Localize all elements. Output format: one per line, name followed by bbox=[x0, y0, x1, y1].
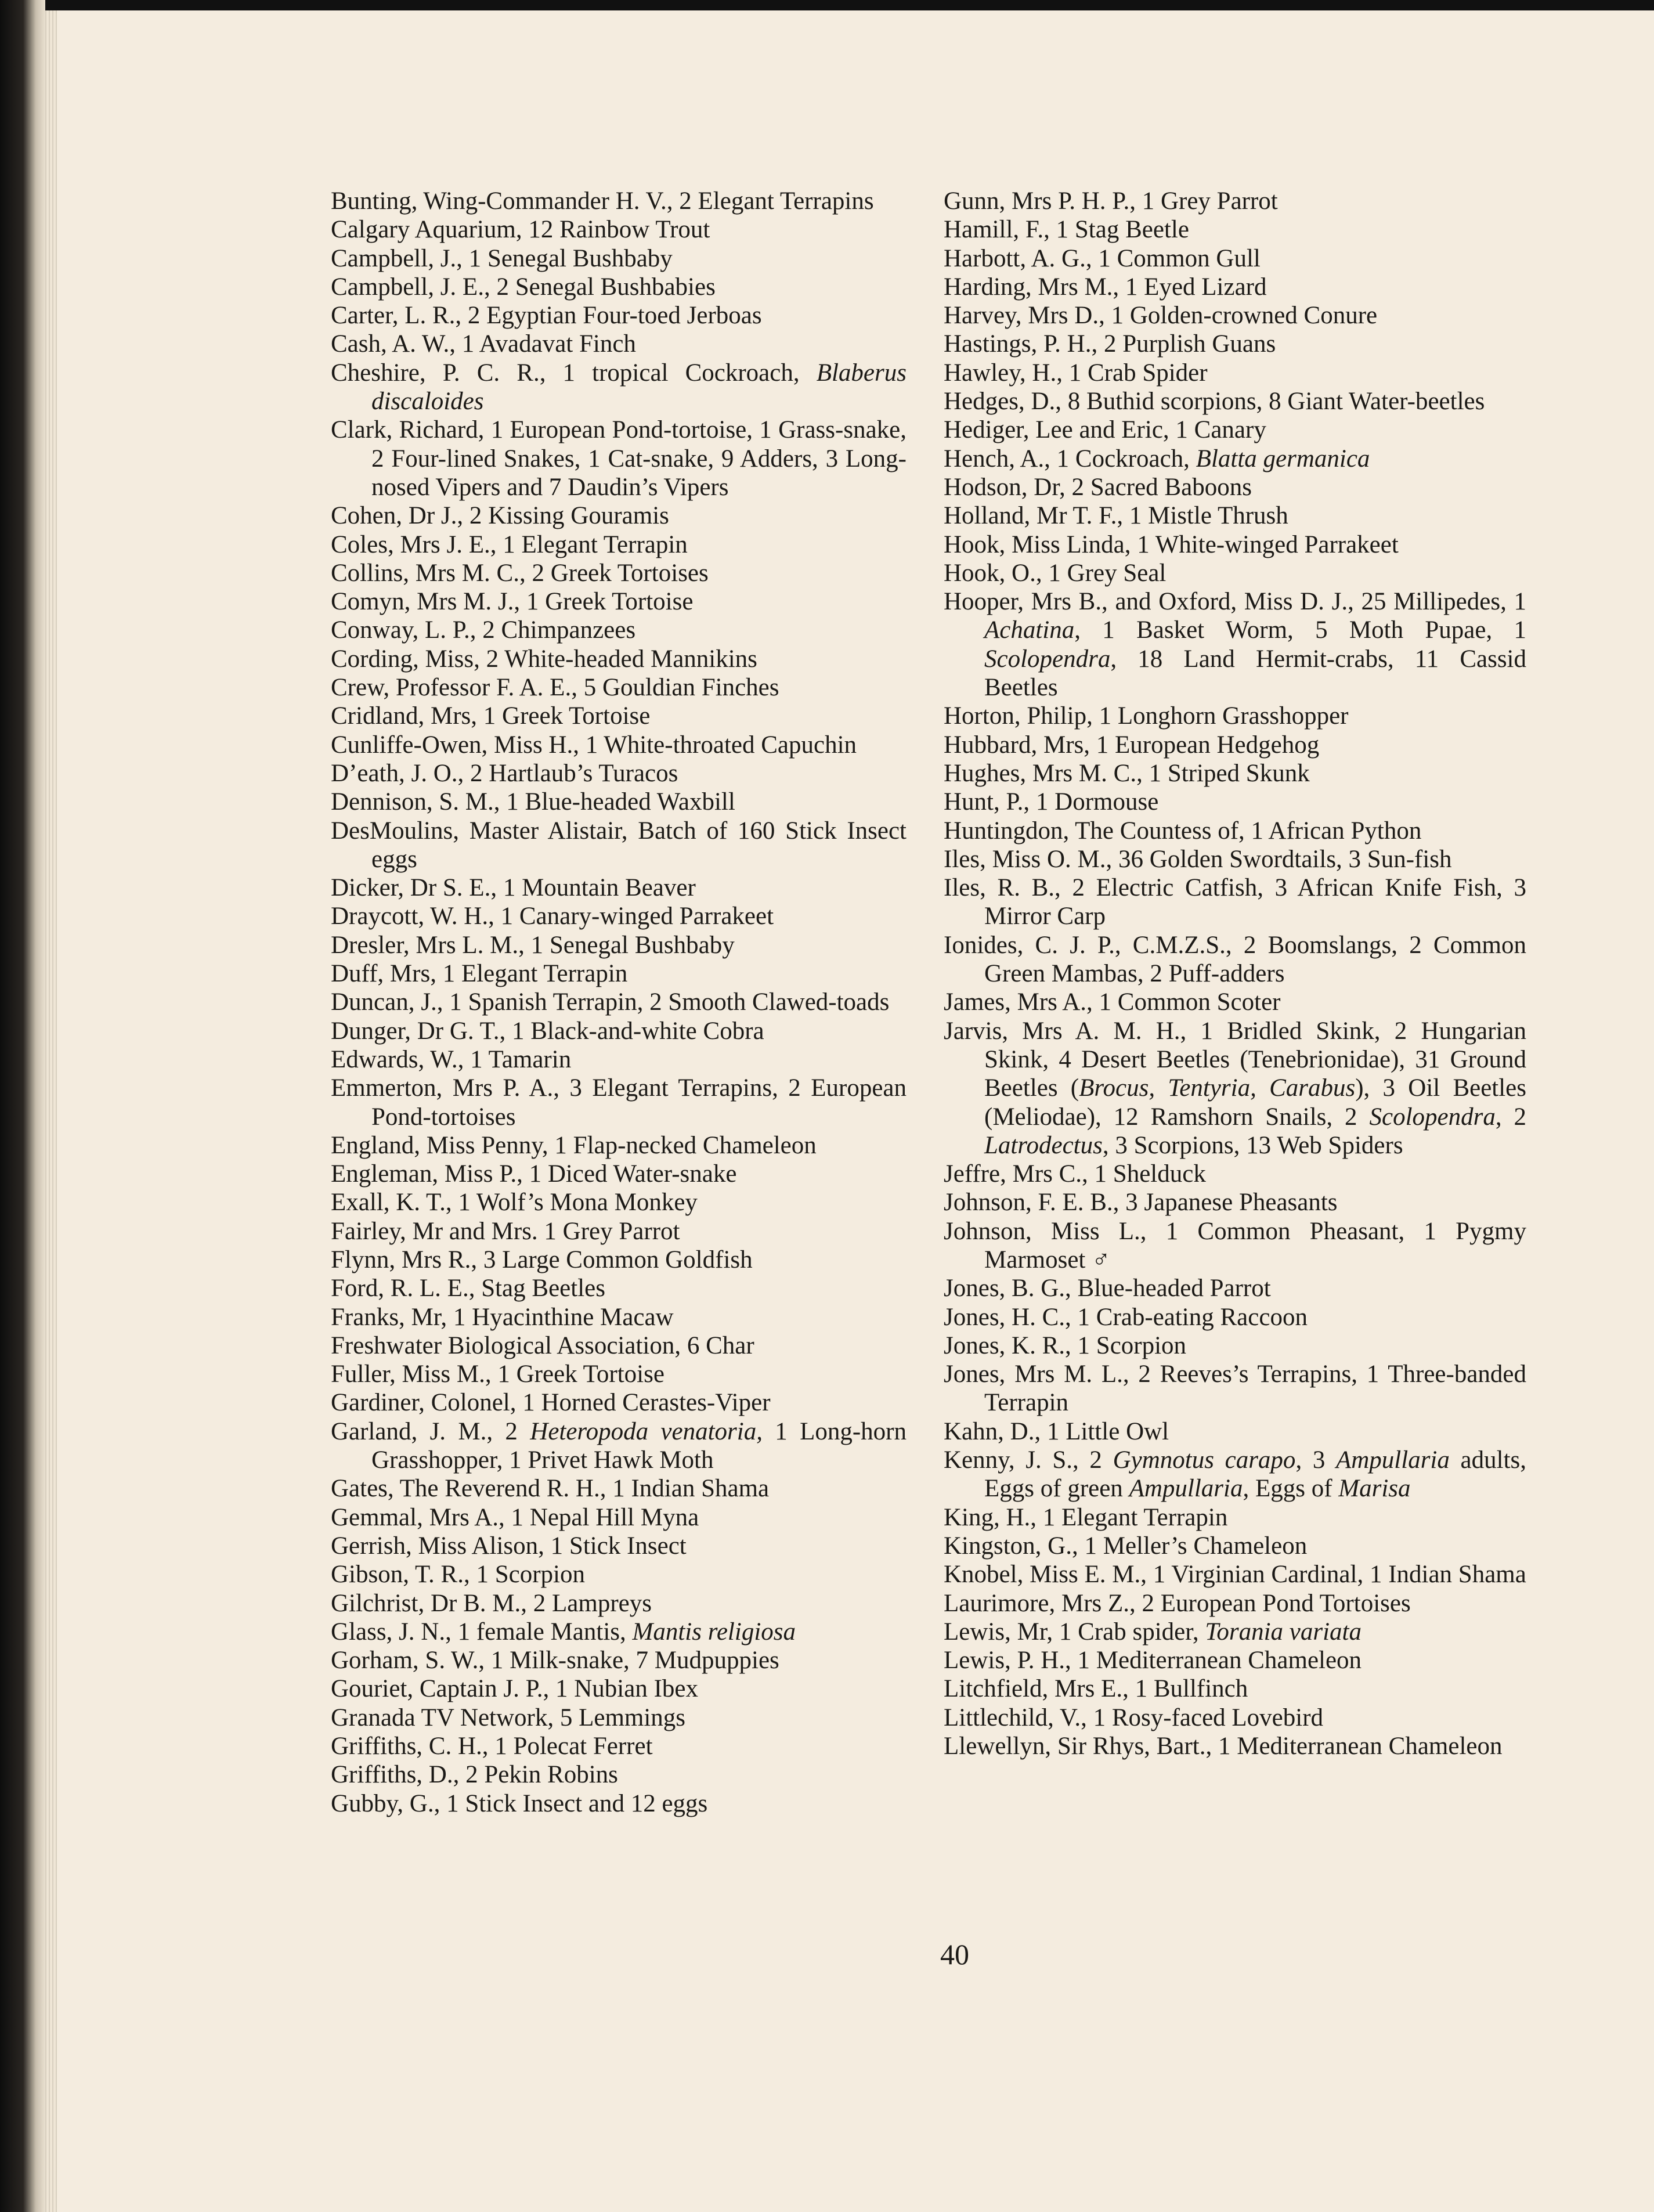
entry-text: Edwards, W., 1 Tamarin bbox=[331, 1045, 572, 1073]
index-entry bbox=[331, 1675, 907, 1703]
index-entry bbox=[944, 731, 1526, 759]
entry-text: Ford, R. L. E., Stag Beetles bbox=[331, 1275, 605, 1302]
index-entry bbox=[944, 1560, 1526, 1589]
entry-text: Duncan, J., 1 Spanish Terrapin, 2 Smooth Clawed-toads bbox=[331, 988, 890, 1016]
entry-text: Hawley, H., 1 Crab Spider bbox=[944, 359, 1208, 387]
entry-text: Iles, R. B., 2 Electric Catfish, 3 African Knife Fish, 3 Mirror Carp bbox=[944, 874, 1526, 930]
index-entry bbox=[331, 1188, 907, 1217]
entry-text: Carter, L. R., 2 Egyptian Four-toed Jerboas bbox=[331, 302, 762, 330]
index-entry bbox=[331, 1074, 907, 1131]
index-entry bbox=[331, 301, 907, 330]
index-entry bbox=[944, 1303, 1526, 1331]
entry-text: Litchfield, Mrs E., 1 Bullfinch bbox=[944, 1675, 1248, 1703]
index-entry bbox=[331, 1417, 907, 1475]
entry-text: Gouriet, Captain J. P., 1 Nubian Ibex bbox=[331, 1675, 698, 1703]
entry-text: , 3 Scorpions, 13 Web Spiders bbox=[1102, 1131, 1403, 1159]
entry-text: , 1 Basket Worm, 5 Moth Pupae, 1 bbox=[1074, 616, 1526, 644]
index-entry bbox=[331, 702, 907, 730]
entry-text: Gorham, S. W., 1 Milk-snake, 7 Mudpuppies bbox=[331, 1647, 779, 1675]
entry-text: Cunliffe-Owen, Miss H., 1 White-throated Capuchin bbox=[331, 731, 857, 759]
entry-text: Gates, The Reverend R. H., 1 Indian Shama bbox=[331, 1475, 770, 1503]
index-entry bbox=[944, 387, 1526, 416]
entry-italic-text: Brocus, Tentyria, Carabus bbox=[1079, 1074, 1356, 1102]
index-entry bbox=[331, 330, 907, 358]
entry-text: Hench, A., 1 Cockroach, bbox=[944, 445, 1196, 472]
entry-text: Gerrish, Miss Alison, 1 Stick Insect bbox=[331, 1532, 687, 1560]
entry-italic-text: Achatina bbox=[984, 616, 1075, 644]
entry-text: Cheshire, P. C. R., 1 tropical Cockroach, bbox=[331, 359, 817, 387]
index-entry bbox=[944, 416, 1526, 444]
entry-italic-text: Blaberus discaloides bbox=[371, 359, 907, 416]
entry-text: Griffiths, D., 2 Pekin Robins bbox=[331, 1761, 618, 1789]
index-entry bbox=[331, 988, 907, 1016]
entry-text: Engleman, Miss P., 1 Diced Water-snake bbox=[331, 1160, 737, 1188]
index-entry bbox=[331, 1388, 907, 1417]
index-entry bbox=[944, 187, 1526, 215]
entry-text: Knobel, Miss E. M., 1 Virginian Cardinal, 1 Indian Shama bbox=[944, 1561, 1526, 1589]
index-entry bbox=[331, 359, 907, 416]
entry-text: DesMoulins, Master Alistair, Batch of 160 Stick Insect eggs bbox=[331, 817, 907, 873]
entry-text: Hedges, D., 8 Buthid scorpions, 8 Giant Water-beetles bbox=[944, 388, 1485, 416]
index-entry bbox=[331, 215, 907, 244]
index-entry bbox=[331, 1360, 907, 1388]
entry-text: adults, Eggs of green bbox=[984, 1446, 1526, 1503]
entry-text: Coles, Mrs J. E., 1 Elegant Terrapin bbox=[331, 531, 688, 558]
entry-text: Johnson, Miss L., 1 Common Pheasant, 1 Pygmy Marmoset ♂ bbox=[944, 1217, 1526, 1273]
entry-text: Bunting, Wing-Commander H. V., 2 Elegant Terrapins bbox=[331, 187, 874, 215]
right-column bbox=[944, 187, 1526, 1760]
entry-italic-text: Blatta germanica bbox=[1196, 445, 1370, 472]
entry-text: Freshwater Biological Association, 6 Char bbox=[331, 1331, 754, 1359]
entry-text: Gibson, T. R., 1 Scorpion bbox=[331, 1561, 585, 1589]
index-entry bbox=[331, 931, 907, 959]
entry-text: Griffiths, C. H., 1 Polecat Ferret bbox=[331, 1733, 653, 1760]
index-entry bbox=[944, 531, 1526, 559]
entry-text: Iles, Miss O. M., 36 Golden Swordtails, 3 Sun-fish bbox=[944, 845, 1452, 873]
index-entry bbox=[331, 902, 907, 930]
entry-text: Hughes, Mrs M. C., 1 Striped Skunk bbox=[944, 759, 1310, 787]
entry-text: Campbell, J., 1 Senegal Bushbaby bbox=[331, 244, 673, 272]
entry-text: Crew, Professor F. A. E., 5 Gouldian Finches bbox=[331, 674, 779, 702]
entry-text: Calgary Aquarium, 12 Rainbow Trout bbox=[331, 216, 710, 244]
entry-text: , Eggs of bbox=[1243, 1475, 1339, 1503]
entry-text: Hooper, Mrs B., and Oxford, Miss D. J., 25 Millipedes, 1 bbox=[944, 588, 1526, 616]
index-entry bbox=[331, 616, 907, 644]
entry-text: Exall, K. T., 1 Wolf’s Mona Monkey bbox=[331, 1189, 698, 1217]
entry-text: Horton, Philip, 1 Longhorn Grasshopper bbox=[944, 702, 1349, 730]
index-entry bbox=[944, 445, 1526, 473]
index-entry bbox=[944, 1217, 1526, 1275]
index-entry bbox=[331, 244, 907, 273]
index-entry bbox=[331, 1789, 907, 1818]
entry-text: Gilchrist, Dr B. M., 2 Lampreys bbox=[331, 1589, 652, 1617]
entry-text: Fuller, Miss M., 1 Greek Tortoise bbox=[331, 1361, 665, 1388]
entry-text: Collins, Mrs M. C., 2 Greek Tortoises bbox=[331, 559, 709, 587]
index-entry bbox=[331, 559, 907, 587]
left-column bbox=[331, 187, 907, 1818]
index-entry bbox=[331, 531, 907, 559]
index-entry bbox=[944, 1532, 1526, 1560]
book-binding-edge bbox=[0, 0, 45, 2212]
entry-text: Jarvis, Mrs A. M. H., 1 Bridled Skink, 2 Hungarian Skink, 4 Desert Beetles (Tenebrionidae), 31 Ground Beetles ( bbox=[944, 1017, 1526, 1102]
entry-italic-text: Latrodectus bbox=[984, 1131, 1103, 1159]
entry-text: Cording, Miss, 2 White-headed Mannikins bbox=[331, 645, 757, 673]
entry-text: King, H., 1 Elegant Terrapin bbox=[944, 1503, 1228, 1531]
entry-text: Dicker, Dr S. E., 1 Mountain Beaver bbox=[331, 874, 696, 902]
page-number: 40 bbox=[940, 1938, 969, 1971]
index-entry bbox=[331, 817, 907, 874]
index-entry bbox=[331, 1474, 907, 1503]
index-entry bbox=[944, 587, 1526, 702]
index-entry bbox=[331, 1560, 907, 1589]
index-entry bbox=[944, 359, 1526, 387]
index-entry bbox=[331, 1589, 907, 1618]
entry-italic-text: Heteropoda venatoria, bbox=[530, 1417, 763, 1445]
entry-text: Comyn, Mrs M. J., 1 Greek Tortoise bbox=[331, 588, 694, 616]
index-entry bbox=[331, 1160, 907, 1188]
index-entry bbox=[944, 1589, 1526, 1618]
entry-text: Holland, Mr T. F., 1 Mistle Thrush bbox=[944, 502, 1288, 530]
index-entry bbox=[331, 788, 907, 816]
entry-text: Llewellyn, Sir Rhys, Bart., 1 Mediterranean Chameleon bbox=[944, 1733, 1503, 1760]
index-entry bbox=[331, 1532, 907, 1560]
entry-italic-text: Marisa bbox=[1338, 1475, 1411, 1503]
index-entry bbox=[944, 1732, 1526, 1760]
index-entry bbox=[331, 731, 907, 759]
entry-text: Gardiner, Colonel, 1 Horned Cerastes-Viper bbox=[331, 1389, 771, 1417]
entry-text: Cridland, Mrs, 1 Greek Tortoise bbox=[331, 702, 651, 730]
index-entry bbox=[331, 501, 907, 530]
entry-text: Hook, O., 1 Grey Seal bbox=[944, 559, 1167, 587]
entry-text: , 2 bbox=[1495, 1103, 1527, 1131]
index-entry bbox=[944, 702, 1526, 730]
entry-italic-text: Scolopendra bbox=[1369, 1103, 1496, 1131]
index-entry bbox=[331, 759, 907, 788]
entry-text: England, Miss Penny, 1 Flap-necked Chameleon bbox=[331, 1131, 817, 1159]
index-entry bbox=[944, 1360, 1526, 1417]
entry-text: Gunn, Mrs P. H. P., 1 Grey Parrot bbox=[944, 187, 1278, 215]
entry-text: Clark, Richard, 1 European Pond-tortoise, 1 Grass-snake, 2 Four-lined Snakes, 1 Cat-snake, 9 Adders, 3 Long-nosed Vipers and 7 Daudin’s Vipers bbox=[331, 416, 907, 501]
index-entry bbox=[331, 1017, 907, 1045]
index-entry bbox=[331, 1303, 907, 1331]
entry-text: Hediger, Lee and Eric, 1 Canary bbox=[944, 416, 1266, 444]
index-entry bbox=[331, 1646, 907, 1675]
entry-text: Hunt, P., 1 Dormouse bbox=[944, 788, 1159, 816]
entry-text: Kingston, G., 1 Meller’s Chameleon bbox=[944, 1532, 1308, 1560]
entry-text: Flynn, Mrs R., 3 Large Common Goldfish bbox=[331, 1246, 753, 1273]
entry-italic-text: Scolopendra bbox=[984, 645, 1111, 673]
entry-text: Hastings, P. H., 2 Purplish Guans bbox=[944, 330, 1276, 358]
index-entry bbox=[331, 1760, 907, 1789]
entry-text: Hamill, F., 1 Stag Beetle bbox=[944, 216, 1189, 244]
index-entry bbox=[331, 1045, 907, 1074]
entry-text: Garland, J. M., 2 bbox=[331, 1417, 530, 1445]
entry-text: Harbott, A. G., 1 Common Gull bbox=[944, 244, 1261, 272]
index-entry bbox=[331, 416, 907, 501]
entry-text: ), 3 Oil Beetles (Meliodae), 12 Ramshorn Snails, 2 bbox=[984, 1074, 1527, 1131]
index-entry bbox=[331, 1732, 907, 1760]
index-entry bbox=[944, 1188, 1526, 1217]
entry-text: Johnson, F. E. B., 3 Japanese Pheasants bbox=[944, 1189, 1338, 1217]
entry-text: D’eath, J. O., 2 Hartlaub’s Turacos bbox=[331, 759, 678, 787]
index-entry bbox=[944, 759, 1526, 788]
entry-text: Harding, Mrs M., 1 Eyed Lizard bbox=[944, 273, 1267, 301]
index-entry bbox=[331, 1131, 907, 1160]
entry-text: Huntingdon, The Countess of, 1 African Python bbox=[944, 817, 1422, 845]
entry-text: Franks, Mr, 1 Hyacinthine Macaw bbox=[331, 1303, 674, 1331]
index-entry bbox=[944, 301, 1526, 330]
entry-italic-text: Torania variata bbox=[1205, 1618, 1362, 1646]
index-entry bbox=[331, 1331, 907, 1360]
index-entry bbox=[944, 874, 1526, 931]
index-entry bbox=[944, 1704, 1526, 1732]
index-entry bbox=[944, 1417, 1526, 1446]
entry-text: Jones, B. G., Blue-headed Parrot bbox=[944, 1275, 1271, 1302]
page-edge-lines bbox=[45, 10, 57, 2212]
entry-text: Jones, Mrs M. L., 2 Reeves’s Terrapins, 1 Three-banded Terrapin bbox=[944, 1361, 1526, 1417]
index-entry bbox=[331, 1217, 907, 1246]
entry-text: , 18 Land Hermit-crabs, 11 Cassid Beetles bbox=[984, 645, 1526, 702]
index-entry bbox=[331, 1704, 907, 1732]
entry-text: Dresler, Mrs L. M., 1 Senegal Bushbaby bbox=[331, 931, 735, 959]
index-entry bbox=[944, 1675, 1526, 1703]
entry-text: Fairley, Mr and Mrs. 1 Grey Parrot bbox=[331, 1217, 680, 1245]
entry-text: Jones, H. C., 1 Crab-eating Raccoon bbox=[944, 1303, 1308, 1331]
entry-text: Duff, Mrs, 1 Elegant Terrapin bbox=[331, 960, 628, 988]
entry-text: Hubbard, Mrs, 1 European Hedgehog bbox=[944, 731, 1320, 759]
entry-text: Cohen, Dr J., 2 Kissing Gouramis bbox=[331, 502, 669, 530]
entry-text: Laurimore, Mrs Z., 2 European Pond Tortoises bbox=[944, 1589, 1411, 1617]
index-entry bbox=[944, 330, 1526, 358]
index-entry bbox=[944, 817, 1526, 845]
entry-text: James, Mrs A., 1 Common Scoter bbox=[944, 988, 1281, 1016]
index-entry bbox=[944, 1274, 1526, 1302]
index-entry bbox=[944, 559, 1526, 587]
index-entry bbox=[331, 187, 907, 215]
index-entry bbox=[331, 1503, 907, 1532]
index-entry bbox=[944, 845, 1526, 874]
index-entry bbox=[331, 1618, 907, 1646]
index-entry bbox=[944, 1646, 1526, 1675]
entry-text: Gubby, G., 1 Stick Insect and 12 eggs bbox=[331, 1789, 708, 1817]
index-entry bbox=[944, 1331, 1526, 1360]
entry-text: Littlechild, V., 1 Rosy-faced Lovebird bbox=[944, 1704, 1324, 1731]
entry-text: Gemmal, Mrs A., 1 Nepal Hill Myna bbox=[331, 1503, 699, 1531]
index-entry bbox=[944, 1618, 1526, 1646]
entry-text: Hodson, Dr, 2 Sacred Baboons bbox=[944, 473, 1252, 501]
index-entry bbox=[331, 1274, 907, 1302]
entry-text: Draycott, W. H., 1 Canary-winged Parrakeet bbox=[331, 903, 774, 930]
entry-text: Campbell, J. E., 2 Senegal Bushbabies bbox=[331, 273, 716, 301]
entry-italic-text: Ampullaria bbox=[1129, 1475, 1243, 1503]
index-entry bbox=[331, 587, 907, 616]
index-entry bbox=[331, 1246, 907, 1274]
index-entry bbox=[944, 1503, 1526, 1532]
entry-italic-text: Mantis religiosa bbox=[632, 1618, 796, 1646]
index-entry bbox=[331, 273, 907, 301]
entry-text: Granada TV Network, 5 Lemmings bbox=[331, 1704, 686, 1731]
entry-text: Dunger, Dr G. T., 1 Black-and-white Cobra bbox=[331, 1017, 764, 1045]
entry-text: Jones, K. R., 1 Scorpion bbox=[944, 1331, 1187, 1359]
index-entry bbox=[331, 874, 907, 902]
index-entry bbox=[944, 988, 1526, 1016]
index-entry bbox=[944, 244, 1526, 273]
index-entry bbox=[331, 645, 907, 673]
index-entry bbox=[944, 501, 1526, 530]
index-entry bbox=[944, 473, 1526, 501]
index-entry bbox=[944, 215, 1526, 244]
entry-text: Ionides, C. J. P., C.M.Z.S., 2 Boomslangs, 2 Common Green Mambas, 2 Puff-adders bbox=[944, 931, 1526, 988]
entry-text: Glass, J. N., 1 female Mantis, bbox=[331, 1618, 633, 1646]
index-entry bbox=[331, 959, 907, 988]
entry-italic-text: Gymnotus carapo bbox=[1113, 1446, 1296, 1474]
index-entry bbox=[944, 273, 1526, 301]
index-entry bbox=[944, 788, 1526, 816]
entry-text: Cash, A. W., 1 Avadavat Finch bbox=[331, 330, 636, 358]
entry-text: Conway, L. P., 2 Chimpanzees bbox=[331, 616, 636, 644]
index-entry bbox=[331, 673, 907, 702]
entry-text: Jeffre, Mrs C., 1 Shelduck bbox=[944, 1160, 1206, 1188]
entry-text: Kahn, D., 1 Little Owl bbox=[944, 1417, 1169, 1445]
entry-text: Emmerton, Mrs P. A., 3 Elegant Terrapins, 2 European Pond-tortoises bbox=[331, 1074, 907, 1131]
entry-text: 1 Long-horn Grasshopper, 1 Privet Hawk Moth bbox=[371, 1417, 907, 1474]
index-entry bbox=[944, 1017, 1526, 1160]
entry-text: Lewis, Mr, 1 Crab spider, bbox=[944, 1618, 1205, 1646]
entry-text: Kenny, J. S., 2 bbox=[944, 1446, 1113, 1474]
index-entry bbox=[944, 931, 1526, 988]
entry-text: Dennison, S. M., 1 Blue-headed Waxbill bbox=[331, 788, 735, 816]
index-entry bbox=[944, 1160, 1526, 1188]
entry-text: Lewis, P. H., 1 Mediterranean Chameleon bbox=[944, 1647, 1362, 1675]
entry-text: Harvey, Mrs D., 1 Golden-crowned Conure bbox=[944, 302, 1378, 330]
entry-text: Hook, Miss Linda, 1 White-winged Parrakeet bbox=[944, 531, 1399, 558]
entry-italic-text: Ampullaria bbox=[1335, 1446, 1450, 1474]
index-entry bbox=[944, 1446, 1526, 1503]
entry-text: , 3 bbox=[1295, 1446, 1336, 1474]
